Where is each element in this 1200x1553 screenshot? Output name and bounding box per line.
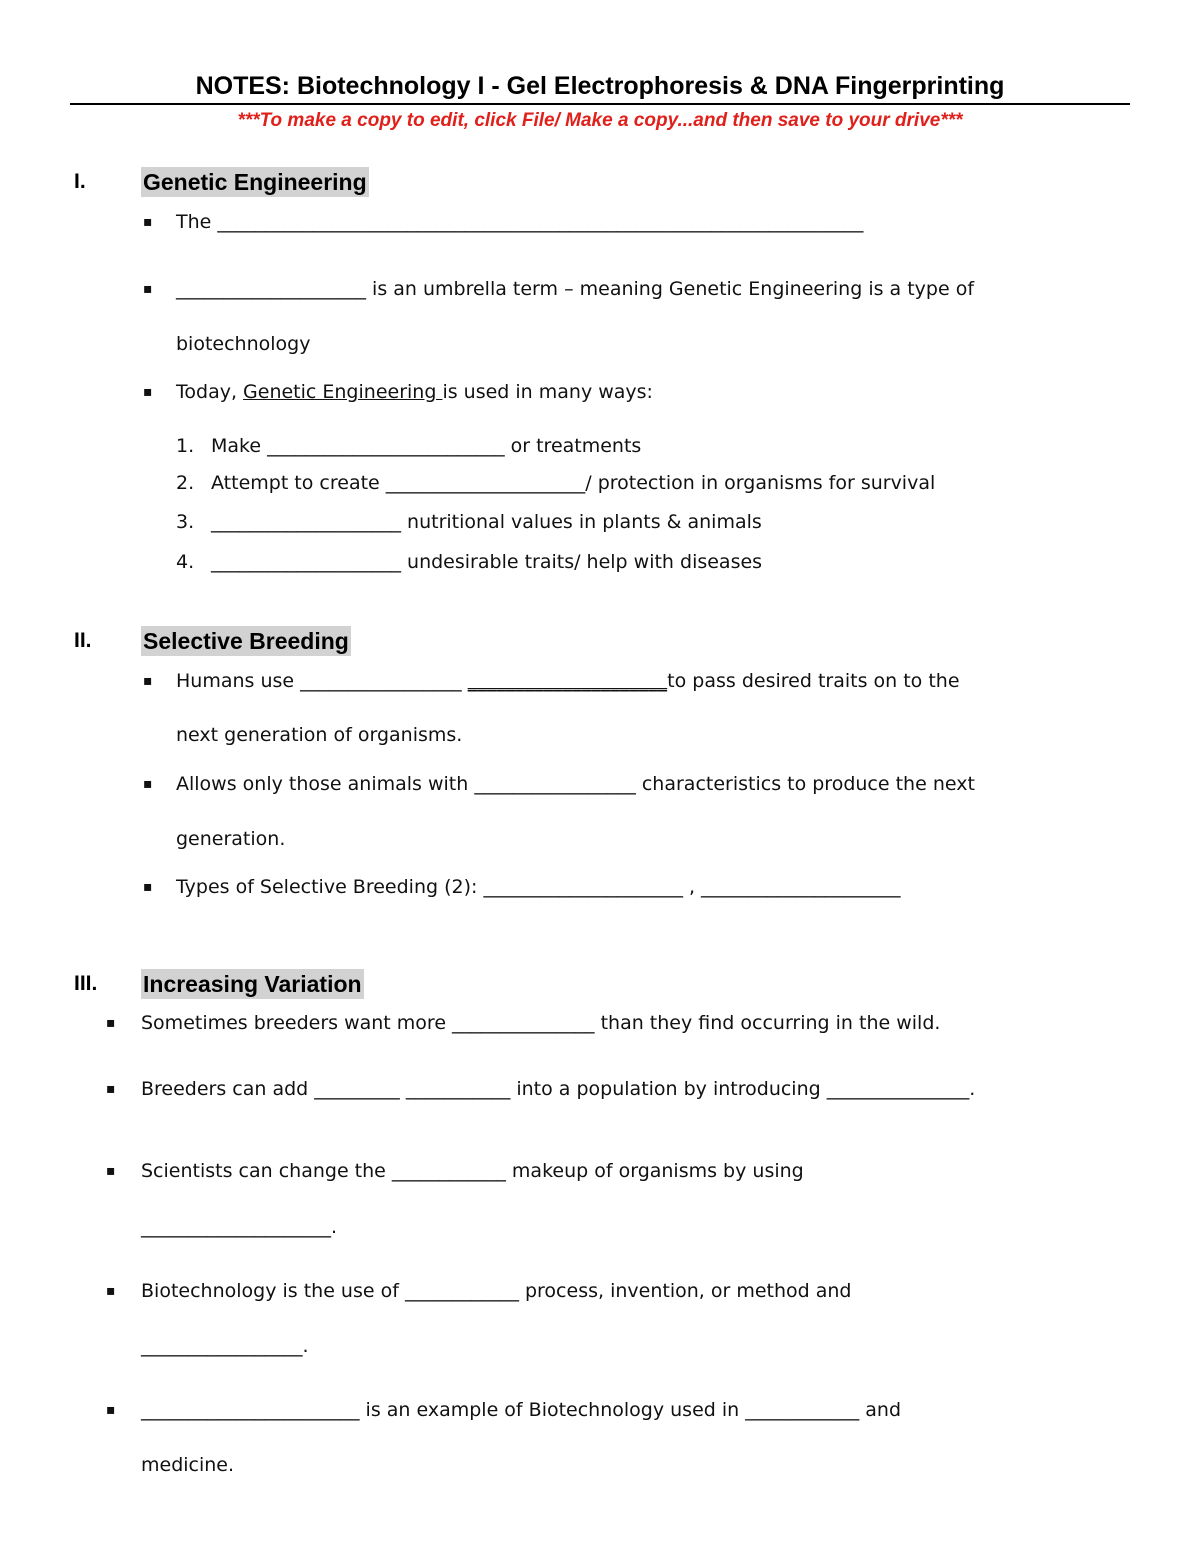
- s2-bullet-1-blank: _____________________: [467, 670, 668, 692]
- s2-bullet-2-line-2: generation.: [176, 828, 286, 850]
- s1-list-item-1: Make _________________________ or treatments: [211, 435, 642, 457]
- bullet-icon: ▪: [143, 776, 153, 792]
- s3-bullet-5-line-2: medicine.: [141, 1454, 235, 1476]
- s1-bullet-3-pre: Today,: [176, 381, 244, 403]
- copy-instruction: ***To make a copy to edit, click File/ Make a copy...and then save to your drive***: [237, 110, 963, 131]
- bullet-icon: ▪: [143, 673, 153, 689]
- bullet-icon: ▪: [106, 1283, 116, 1299]
- s3-bullet-4-line-1: Biotechnology is the use of ____________ process, invention, or method and: [141, 1280, 852, 1302]
- s1-bullet-2-line-1: ____________________ is an umbrella term – meaning Genetic Engineering is a type of: [176, 278, 975, 300]
- s2-bullet-1-post: to pass desired traits on to the: [667, 670, 960, 692]
- s3-bullet-3-line-1: Scientists can change the ____________ makeup of organisms by using: [141, 1160, 804, 1182]
- s1-list-item-2: Attempt to create _____________________/ protection in organisms for survival: [211, 472, 936, 494]
- section-3-heading: Increasing Variation: [143, 971, 362, 997]
- s1-list-item-3: ____________________ nutritional values in plants & animals: [211, 511, 762, 533]
- s3-bullet-4-line-2: _________________.: [141, 1335, 309, 1357]
- bullet-icon: ▪: [143, 384, 153, 400]
- bullet-icon: ▪: [106, 1402, 116, 1418]
- section-3-number: III.: [74, 972, 98, 995]
- s1-bullet-2-line-2: biotechnology: [176, 333, 311, 355]
- s3-bullet-3-line-2: ____________________.: [141, 1216, 338, 1238]
- bullet-icon: ▪: [106, 1163, 116, 1179]
- bullet-icon: ▪: [143, 879, 153, 895]
- list-number-4: 4.: [176, 551, 195, 573]
- s2-bullet-1: [176, 669, 960, 693]
- bullet-icon: ▪: [106, 1081, 116, 1097]
- page-title: NOTES: Biotechnology I - Gel Electrophoresis & DNA Fingerprinting: [195, 72, 1005, 100]
- section-2-number: II.: [74, 629, 92, 652]
- s1-bullet-3-underlined: Genetic Engineering: [243, 381, 443, 403]
- list-number-1: 1.: [176, 435, 195, 457]
- s1-list-item-4: ____________________ undesirable traits/ help with diseases: [211, 551, 763, 573]
- s3-bullet-5-line-1: _______________________ is an example of Biotechnology used in ____________ and: [141, 1399, 902, 1421]
- list-number-2: 2.: [176, 472, 195, 494]
- section-2-heading: Selective Breeding: [143, 628, 349, 654]
- bullet-icon: ▪: [106, 1015, 116, 1031]
- s1-bullet-3: [176, 380, 653, 404]
- s2-bullet-3: Types of Selective Breeding (2): _____________________ , _____________________: [176, 876, 901, 898]
- bullet-icon: ▪: [143, 281, 153, 297]
- s3-bullet-2: Breeders can add _________ ___________ into a population by introducing _______________.: [141, 1078, 976, 1100]
- list-number-3: 3.: [176, 511, 195, 533]
- title-bar: [70, 70, 1130, 105]
- section-1-number: I.: [74, 170, 86, 193]
- s2-bullet-2-line-1: Allows only those animals with _________________ characteristics to produce the next: [176, 773, 975, 795]
- s2-bullet-1-pre: Humans use _________________: [176, 670, 468, 692]
- s1-bullet-3-post: is used in many ways:: [442, 381, 653, 403]
- s1-bullet-1: The ____________________________________________________________________: [176, 211, 864, 233]
- s2-bullet-1-line-2: next generation of organisms.: [176, 724, 463, 746]
- s3-bullet-1: Sometimes breeders want more _______________ than they find occurring in the wild.: [141, 1012, 941, 1034]
- section-1-heading: Genetic Engineering: [143, 169, 367, 195]
- bullet-icon: ▪: [143, 214, 153, 230]
